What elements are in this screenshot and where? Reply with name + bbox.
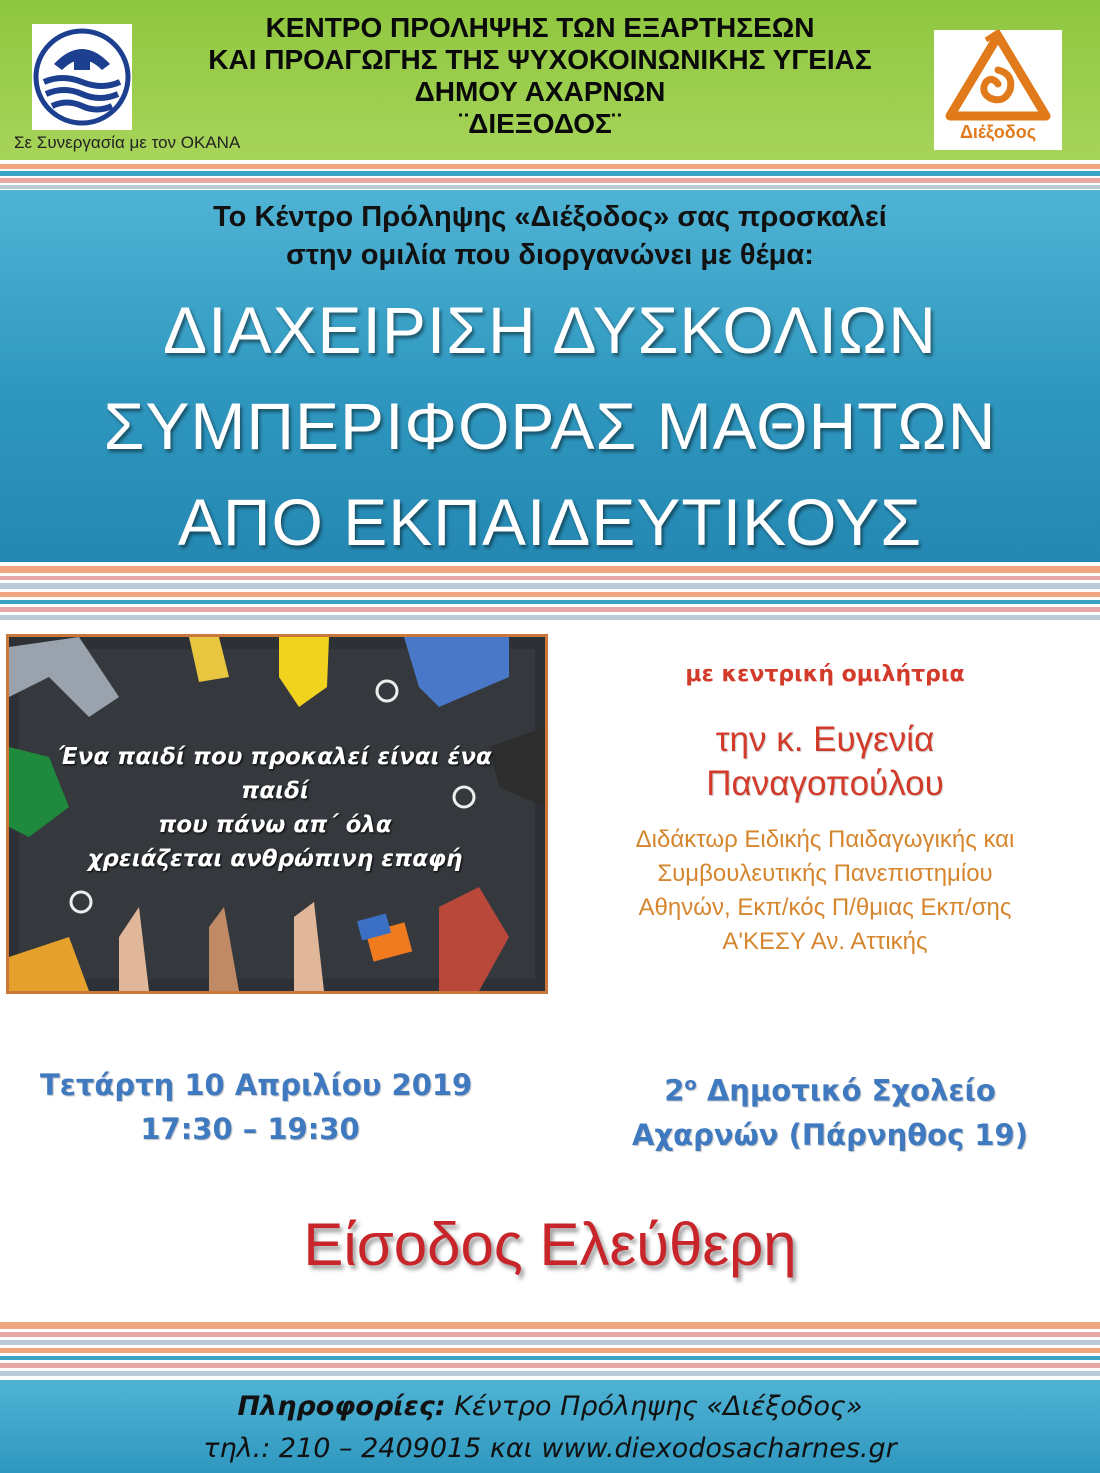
invitation-line: Το Κέντρο Πρόληψης «Διέξοδος» σας προσκαλεί [213, 201, 887, 233]
divider-stripe [0, 583, 1100, 589]
divider-stripe [0, 185, 1100, 189]
divider-stripe [0, 1348, 1100, 1353]
municipality-logo [32, 24, 132, 130]
speaker-name-line: Παναγοπούλου [706, 764, 944, 803]
divider-stripe [0, 1332, 1100, 1337]
quote-line: Ένα παιδί που προκαλεί είναι ένα [58, 744, 492, 770]
organization-title-line: ¨ΔΙΕΞΟΔΟΣ¨ [458, 108, 622, 139]
talk-topic-line: ΔΙΑΧΕΙΡΙΣΗ ΔΥΣΚΟΛΙΩΝ [163, 293, 937, 367]
event-venue [590, 1063, 1070, 1157]
divider-stripe [0, 600, 1100, 604]
speaker-name-line: την κ. Ευγενία [715, 720, 935, 759]
speaker-bio-line: Α'ΚΕΣΥ Αν. Αττικής [722, 928, 928, 955]
municipality-emblem-icon [32, 24, 132, 130]
organization-title-line: ΔΗΜΟΥ ΑΧΑΡΝΩΝ [414, 76, 666, 107]
info-text: Κέντρο Πρόληψης «Διέξοδος» [445, 1391, 863, 1422]
info-line [100, 1386, 1000, 1428]
invitation-text [60, 198, 1040, 274]
event-datetime [40, 1063, 473, 1151]
admission-text: Είσοδος Ελεύθερη [303, 1211, 797, 1278]
divider-stripe [0, 607, 1100, 612]
event-venue-line: Αχαρνών (Πάρνηθος 19) [632, 1117, 1028, 1152]
divider-stripe [0, 566, 1100, 573]
talk-topic [20, 282, 1080, 570]
organization-title-line: ΚΑΙ ΠΡΟΑΓΩΓΗΣ ΤΗΣ ΨΥΧΟΚΟΙΝΩΝΙΚΗΣ ΥΓΕΙΑΣ [208, 44, 872, 75]
spiral-triangle-logo-icon [934, 30, 1062, 122]
chalkboard-quote [40, 740, 510, 876]
divider-stripe [0, 171, 1100, 176]
speaker-bio-line: Συμβουλευτικής Πανεπιστημίου [657, 860, 993, 887]
event-venue-line: $2^o$ Δημοτικό Σχολείο [664, 1073, 996, 1108]
divider-stripe [0, 1356, 1100, 1360]
quote-line: που πάνω απ΄ όλα [158, 812, 392, 838]
event-date: Τετάρτη 10 Απριλίου 2019 [40, 1068, 473, 1102]
speaker-bio-line: Αθηνών, Εκπ/κός Π/θμιας Εκπ/σης [638, 894, 1012, 921]
diexodos-logo [934, 30, 1062, 150]
invitation-line: στην ομιλία που διοργανώνει με θέμα: [286, 239, 814, 271]
partner-text: Σε Συνεργασία με τον ΟΚΑΝΑ [14, 133, 241, 152]
divider-stripe [0, 615, 1100, 620]
quote-line: χρειάζεται ανθρώπινη επαφή [87, 846, 463, 872]
divider-stripe [0, 592, 1100, 597]
divider-stripe [0, 1371, 1100, 1376]
organization-title-line: ΚΕΝΤΡΟ ΠΡΟΛΗΨΗΣ ΤΩΝ ΕΞΑΡΤΗΣΕΩΝ [265, 12, 815, 43]
brand-caption: Διέξοδος [959, 122, 1037, 142]
info-label: Πληροφορίες: [237, 1391, 446, 1422]
divider-stripe [0, 1322, 1100, 1329]
talk-topic-line: ΑΠΟ ΕΚΠΑΙΔΕΥΤΙΚΟΥΣ [177, 485, 923, 559]
quote-line: παιδί [241, 778, 309, 804]
speaker-bio [580, 823, 1070, 959]
divider-stripe [0, 1363, 1100, 1368]
speaker-intro: με κεντρική ομιλήτρια [685, 662, 965, 687]
divider-stripe [0, 576, 1100, 580]
organization-title [160, 12, 920, 140]
event-time: 17:30 – 19:30 [140, 1112, 360, 1146]
contact-info [100, 1386, 1000, 1470]
speaker-bio-line: Διδάκτωρ Ειδικής Παιδαγωγικής και [635, 826, 1015, 853]
divider-stripe [0, 178, 1100, 183]
speaker-name [580, 718, 1070, 806]
talk-topic-line: ΣΥΜΠΕΡΙΦΟΡΑΣ ΜΑΘΗΤΩΝ [103, 389, 997, 463]
divider-stripe [0, 1340, 1100, 1345]
contact-line[interactable]: τηλ.: 210 – 2409015 και www.diexodosacharnes.gr [203, 1433, 897, 1464]
divider-stripe [0, 164, 1100, 169]
